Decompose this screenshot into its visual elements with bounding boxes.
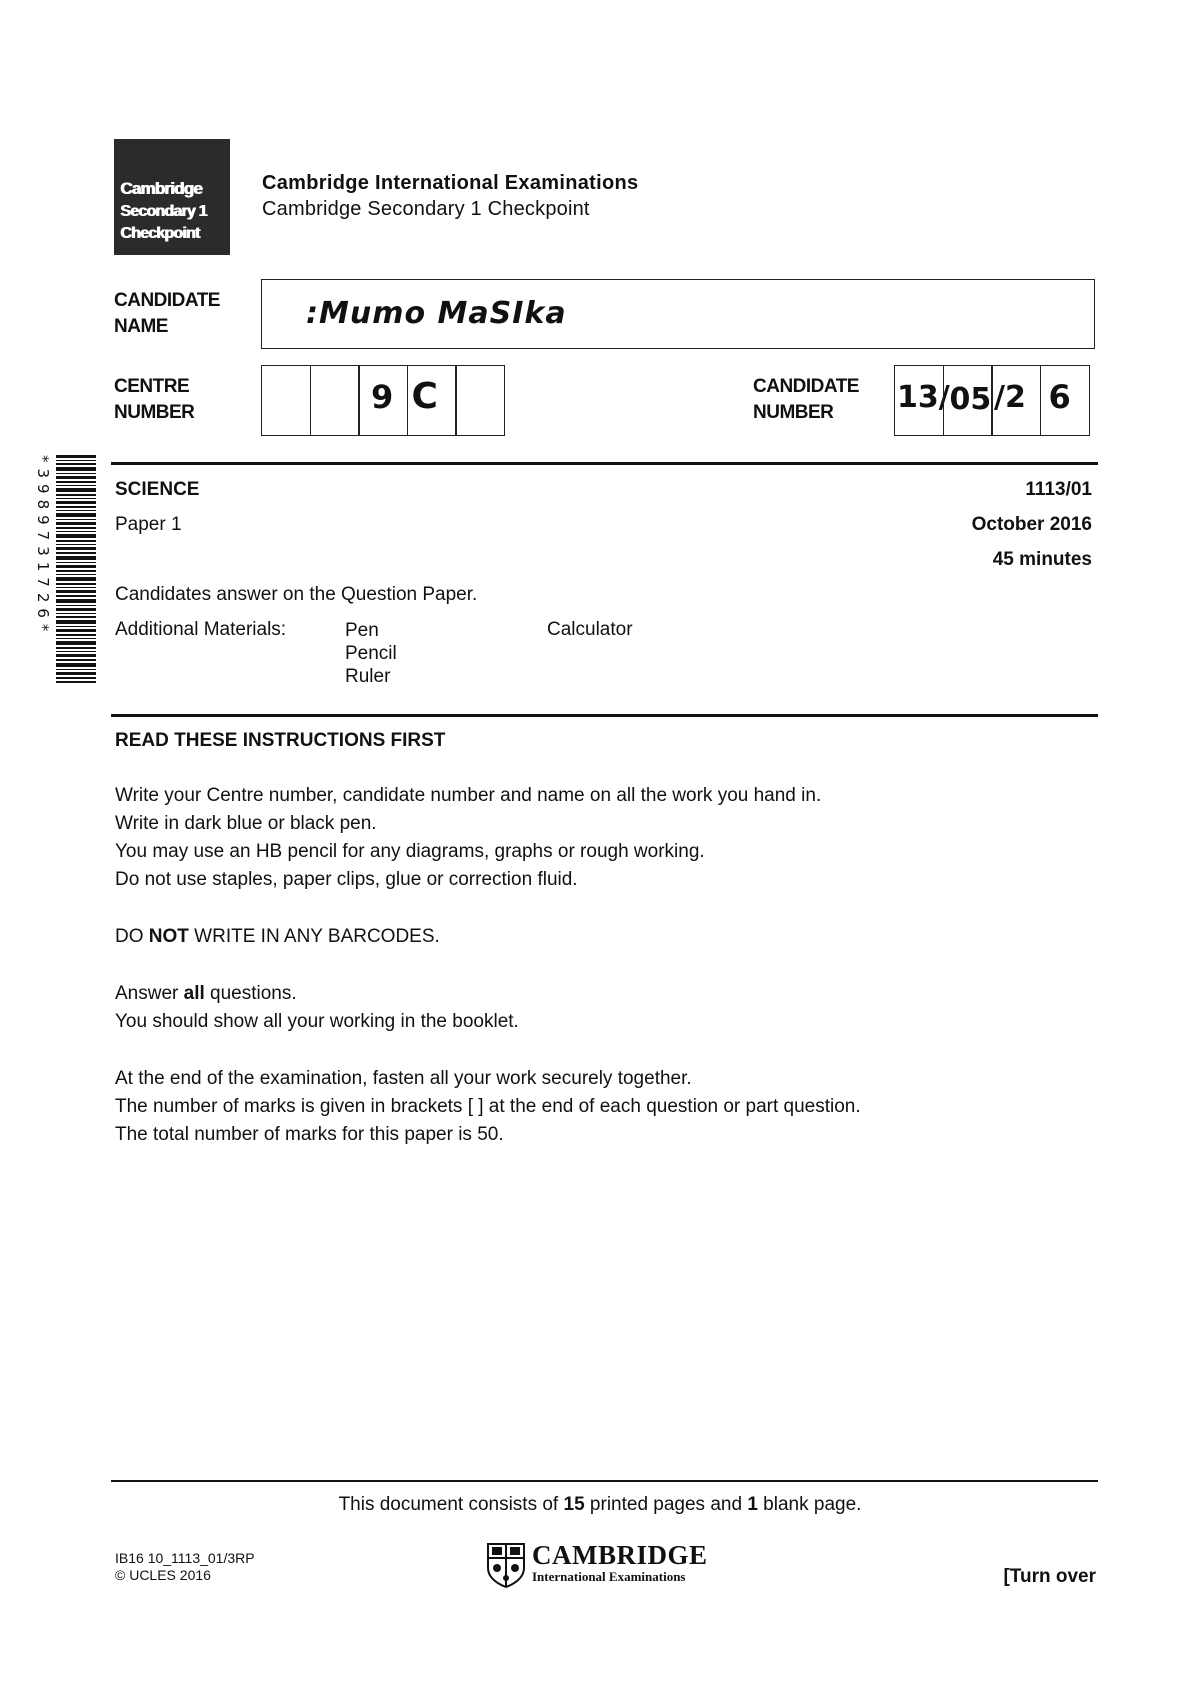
footer-divider (111, 1480, 1098, 1482)
page-count-note (0, 1494, 1200, 1516)
brand-main-text: CAMBRIDGE (532, 1540, 708, 1570)
candidate-number-digit: 6 (1048, 378, 1071, 416)
centre-number-label-line-1: CENTRE (114, 376, 190, 397)
material-item: Pencil (345, 643, 397, 664)
instruction-line: You should show all your working in the booklet. (115, 1011, 519, 1032)
centre-number-label (114, 374, 194, 426)
centre-number-cell[interactable] (261, 365, 311, 436)
materials-label: Additional Materials: (115, 619, 287, 640)
candidate-number-field[interactable] (894, 365, 1090, 436)
materials-list (345, 619, 397, 688)
instructions-heading: READ THESE INSTRUCTIONS FIRST (115, 730, 446, 751)
document-code: IB16 10_1113_01/3RP (115, 1550, 255, 1566)
section-divider (111, 714, 1098, 717)
instruction-text: Answer (115, 983, 184, 1004)
candidate-number-label (753, 374, 859, 426)
paper-code: 1113/01 (1025, 479, 1092, 500)
logo-line-2: Secondary 1 (120, 203, 207, 220)
material-item: Pen (345, 620, 379, 641)
barcode-number-text: *3989731726* (34, 455, 52, 638)
copyright-notice: © UCLES 2016 (115, 1567, 211, 1583)
turn-over-note: [Turn over (1003, 1566, 1096, 1587)
candidate-number-digit: 05 (949, 382, 992, 417)
candidate-number-digit: /2 (994, 380, 1026, 415)
instruction-emphasis: NOT (148, 926, 189, 947)
exam-session: October 2016 (971, 514, 1092, 535)
instructions-block (115, 782, 821, 894)
document-reference (115, 1550, 255, 1584)
centre-number-cell[interactable] (407, 365, 457, 436)
exam-duration: 45 minutes (992, 549, 1092, 570)
cambridge-crest-icon (486, 1542, 526, 1588)
cambridge-brand (486, 1540, 726, 1588)
exam-board-title: Cambridge International Examinations (262, 172, 639, 194)
centre-number-digit: 9 (371, 378, 394, 416)
instruction-line: The total number of marks for this paper is 50. (115, 1124, 504, 1145)
candidate-number-cell[interactable] (943, 365, 993, 436)
logo-line-3: Checkpoint (120, 225, 200, 242)
candidate-number-cell[interactable] (991, 365, 1041, 436)
page-count-text: This document consists of (338, 1494, 564, 1515)
answer-note: Candidates answer on the Question Paper. (115, 584, 478, 605)
page-count-number: 15 (563, 1494, 585, 1515)
centre-number-cell[interactable] (455, 365, 505, 436)
material-item: Ruler (345, 666, 391, 687)
candidate-number-cell[interactable] (1040, 365, 1090, 436)
candidate-name-handwritten: :Mumo MaSIka (306, 296, 567, 331)
instructions-block (115, 980, 519, 1036)
candidate-name-label-line-2: NAME (114, 316, 168, 337)
barcode-number (34, 455, 54, 683)
instruction-line: You may use an HB pencil for any diagrams, graphs or rough working. (115, 841, 705, 862)
logo-line-1: Cambridge (120, 179, 202, 198)
instruction-line: Do not use staples, paper clips, glue or correction fluid. (115, 869, 578, 890)
instruction-text: DO (115, 926, 149, 947)
centre-number-digit: C (411, 376, 438, 417)
centre-number-field[interactable] (261, 365, 505, 436)
centre-number-cell[interactable] (310, 365, 360, 436)
centre-number-cell[interactable] (358, 365, 408, 436)
candidate-name-label (114, 288, 220, 340)
barcode-icon (56, 455, 96, 683)
instruction-line: The number of marks is given in brackets [ ] at the end of each question or part question. (115, 1096, 861, 1117)
brand-sub-text: International Examinations (532, 1569, 686, 1584)
candidate-number-label-line-2: NUMBER (753, 402, 834, 423)
candidate-name-field[interactable] (261, 279, 1095, 349)
instruction-text: WRITE IN ANY BARCODES. (188, 926, 440, 947)
candidate-number-digit: 13/ (897, 380, 950, 415)
candidate-number-label-line-1: CANDIDATE (753, 376, 859, 397)
checkpoint-logo (114, 139, 230, 255)
instruction-text: questions. (204, 983, 297, 1004)
instruction-line (115, 980, 519, 1008)
instruction-line: Write in dark blue or black pen. (115, 813, 377, 834)
page-count-text: blank page. (757, 1494, 862, 1515)
section-divider (111, 462, 1098, 465)
centre-number-label-line-2: NUMBER (114, 402, 195, 423)
page-count-text: printed pages and (584, 1494, 748, 1515)
candidate-name-label-line-1: CANDIDATE (114, 290, 220, 311)
material-item: Calculator (547, 619, 633, 640)
blank-page-count: 1 (747, 1494, 758, 1515)
subject-name: SCIENCE (115, 479, 200, 500)
instruction-emphasis: all (183, 983, 205, 1004)
barcode-warning (115, 923, 440, 951)
paper-number: Paper 1 (115, 514, 182, 535)
candidate-number-cell[interactable] (894, 365, 950, 436)
instructions-block (115, 1065, 861, 1149)
instruction-line: Write your Centre number, candidate number and name on all the work you hand in. (115, 785, 822, 806)
instruction-line: At the end of the examination, fasten all your work securely together. (115, 1068, 692, 1089)
exam-board-subtitle: Cambridge Secondary 1 Checkpoint (262, 198, 590, 220)
